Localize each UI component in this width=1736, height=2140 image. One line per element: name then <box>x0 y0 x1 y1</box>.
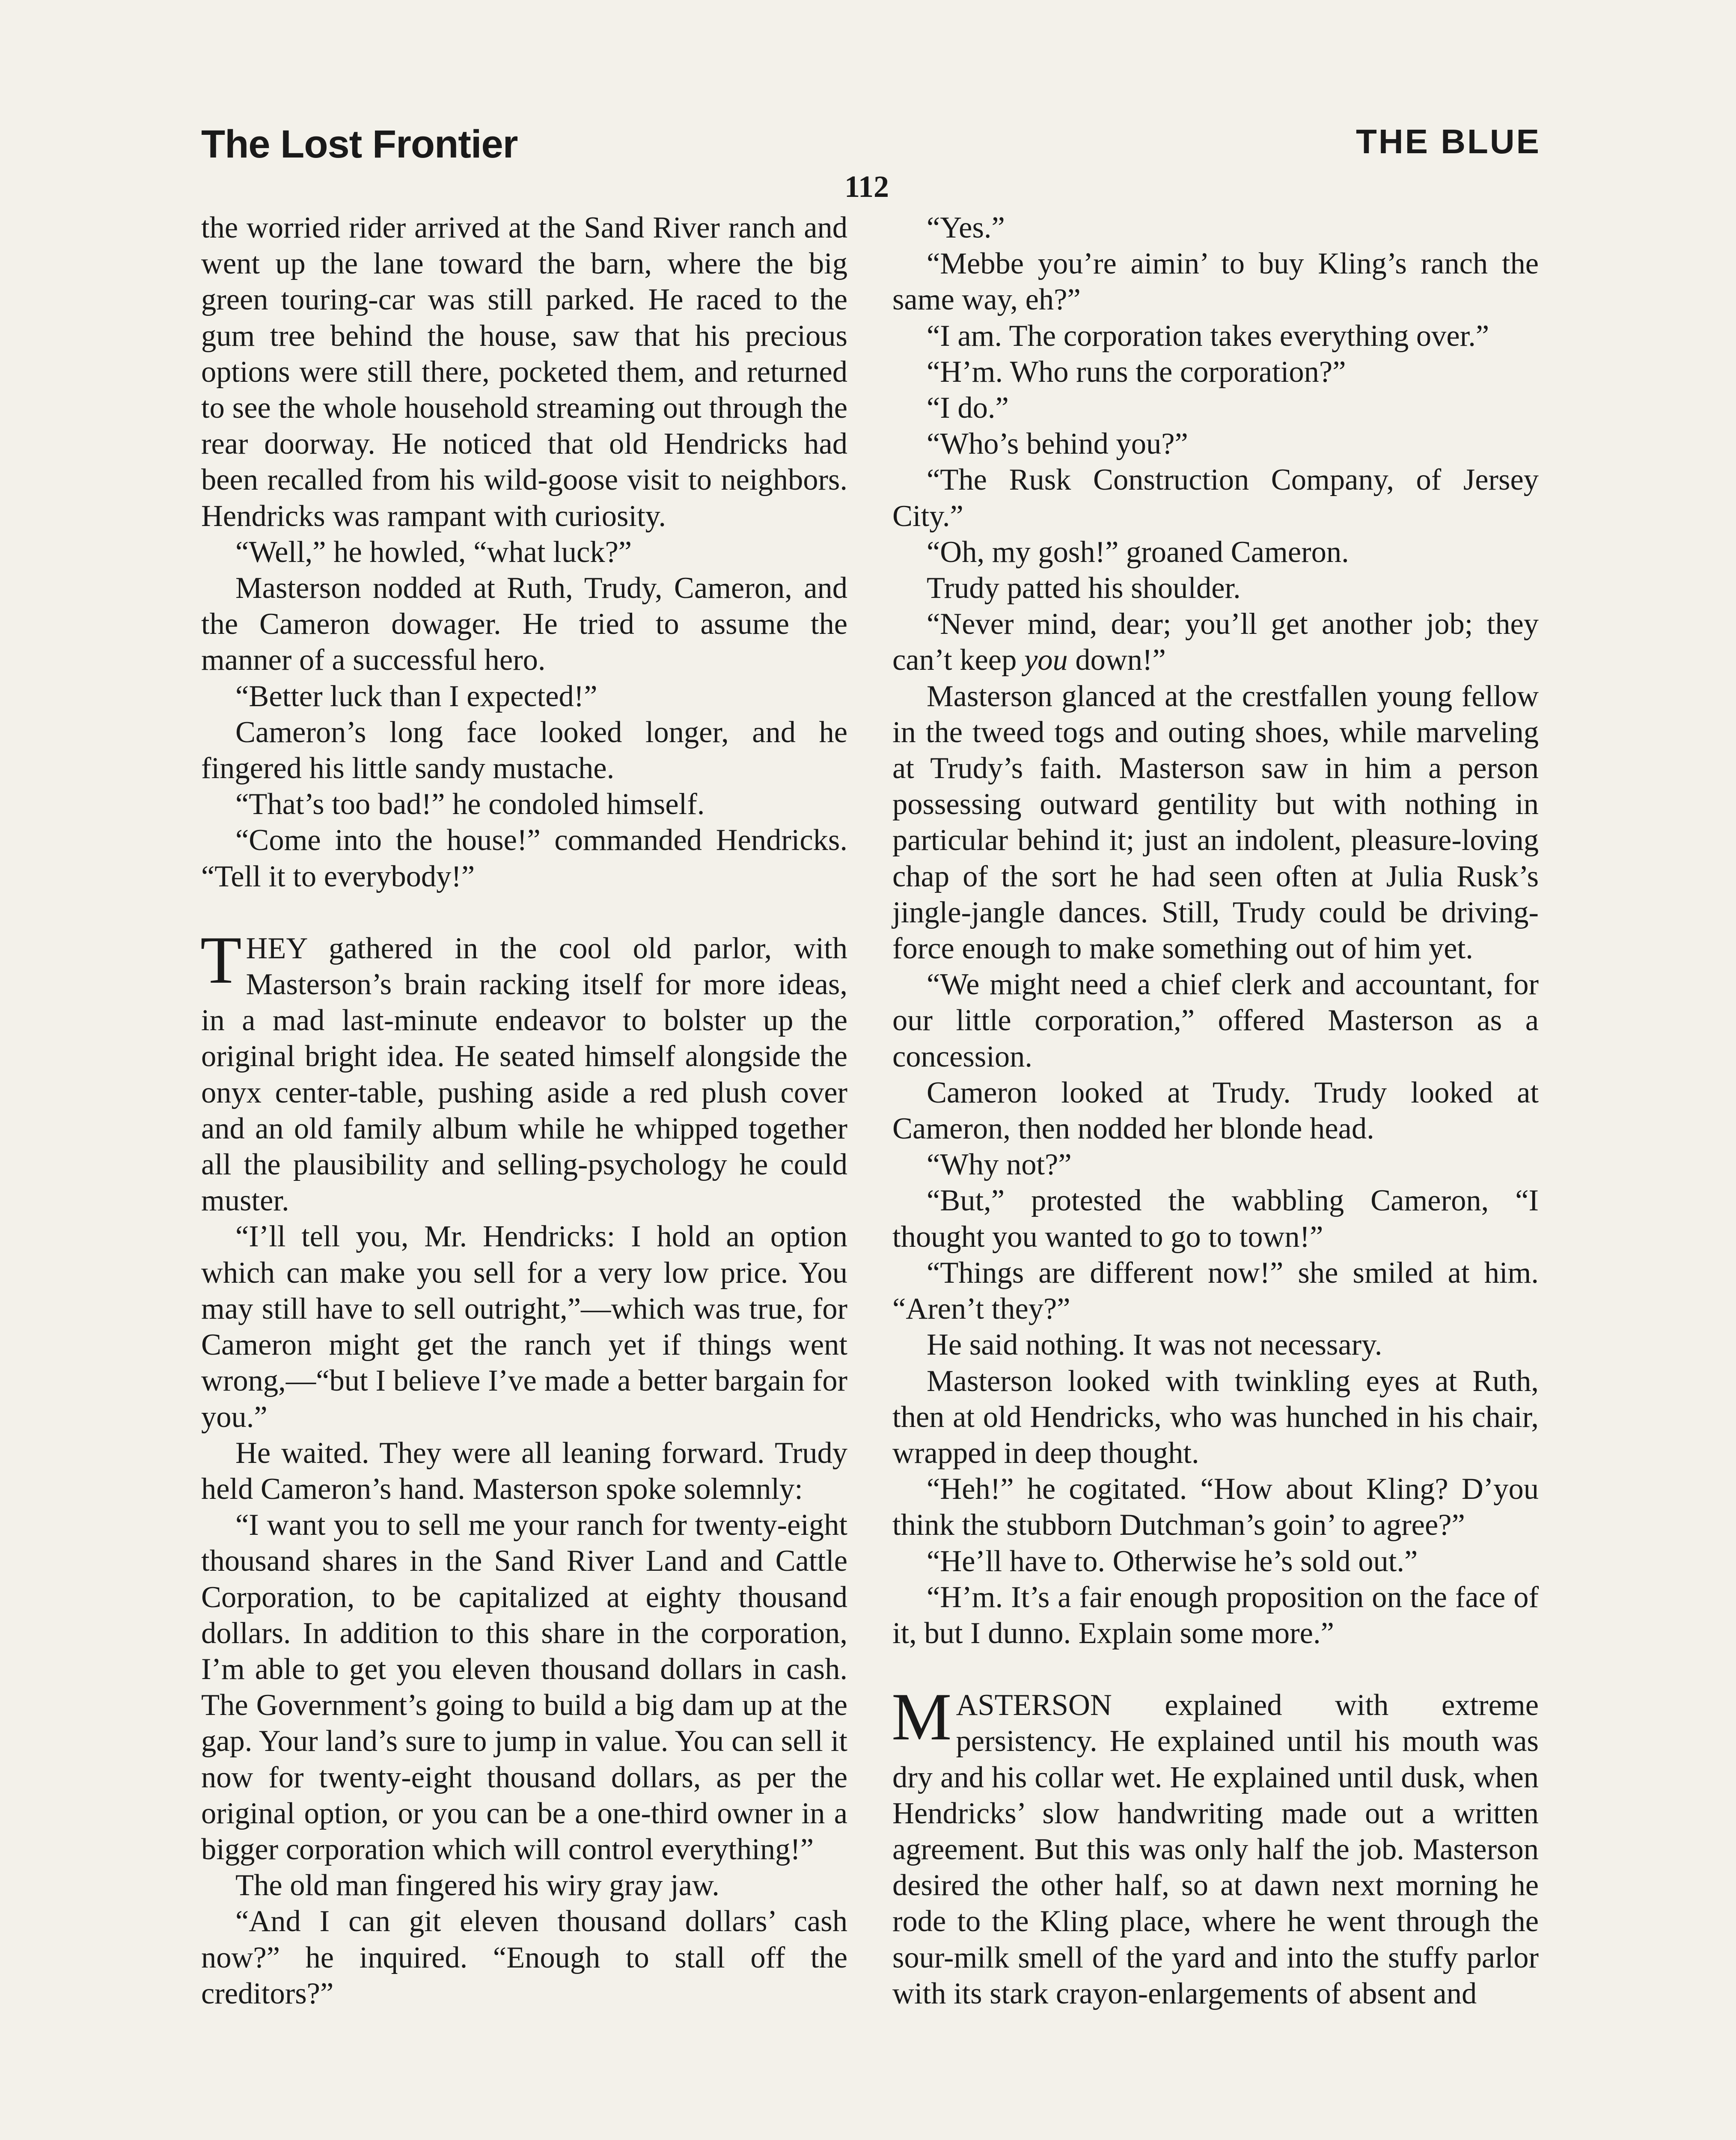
paragraph: “That’s too bad!” he condoled himself. <box>235 788 705 821</box>
paragraph: “Heh!” he cogitated. “How about Kling? D’you think the stubborn Dutchman’s goin’ to agree?” <box>892 1472 1539 1542</box>
emphasis: you <box>1024 643 1068 677</box>
paragraph: Masterson glanced at the crestfallen young fellow in the tweed togs and outing shoes, while marveling at Trudy’s faith. Masterson saw in him a person possessing outward gentility but with nothing in particular behind it; just an indolent, pleasure-loving chap of the sort he had seen often at Julia Rusk’s jingle-jangle dances. Still, Trudy could be driving-force enough to make something out of him yet. <box>892 679 1539 966</box>
paragraph <box>892 606 1539 678</box>
drop-cap: M <box>892 1679 952 1755</box>
paragraph: “I do.” <box>927 391 1009 425</box>
paragraph: “Mebbe you’re aimin’ to buy Kling’s ranch the same way, eh?” <box>892 247 1539 317</box>
paragraph: The old man fingered his wiry gray jaw. <box>235 1869 719 1902</box>
right-column <box>892 210 1539 2012</box>
paragraph: “And I can git eleven thousand dollars’ cash now?” he inquired. “Enough to stall off the creditors?” <box>201 1905 847 2010</box>
section-paragraph <box>200 922 847 1219</box>
drop-cap: T <box>200 922 242 998</box>
paragraph: “The Rusk Construction Company, of Jersey City.” <box>892 463 1539 533</box>
section-text: HEY gathered in the cool old parlor, with Masterson’s brain racking itself for more ideas, in a mad last-minute endeavor to bolster up the original bright idea. He seated himself alongside the onyx center-table, pushing aside a red plush cover and an old family album while he whipped together all the plausibility and selling-psychology he could muster. <box>201 931 847 1218</box>
paragraph: “But,” protested the wabbling Cameron, “I thought you wanted to go to town!” <box>892 1184 1539 1254</box>
magazine-name: THE BLUE <box>1356 122 1541 160</box>
paragraph: “Come into the house!” commanded Hendricks. “Tell it to everybody!” <box>201 823 847 893</box>
paragraph: “Well,” he howled, “what luck?” <box>235 535 632 569</box>
paragraph: “Things are different now!” she smiled at him. “Aren’t they?” <box>892 1256 1539 1326</box>
page-number: 112 <box>844 169 889 204</box>
paragraph: Cameron looked at Trudy. Trudy looked at Cameron, then nodded her blonde head. <box>892 1076 1539 1146</box>
paragraph: “We might need a chief clerk and accountant, for our little corporation,” offered Masterson as a concession. <box>892 968 1539 1073</box>
paragraph: “Better luck than I expected!” <box>235 679 597 713</box>
paragraph: “Yes.” <box>927 211 1005 244</box>
paragraph: the worried rider arrived at the Sand River ranch and went up the lane toward the barn, where the big green touring-car was still parked. He raced to the gum tree behind the house, saw that his precious options were still there, pocketed them, and returned to see the whole household streaming out through the rear doorway. He noticed that old Hendricks had been recalled from his wild-goose visit to neighbors. Hendricks was rampant with curiosity. <box>201 211 847 533</box>
paragraph: Masterson nodded at Ruth, Trudy, Cameron, and the Cameron dowager. He tried to assume the manner of a successful hero. <box>201 571 847 677</box>
section-paragraph <box>892 1679 1539 2012</box>
paragraph: Masterson looked with twinkling eyes at Ruth, then at old Hendricks, who was hunched in his chair, wrapped in deep thought. <box>892 1364 1539 1470</box>
paragraph: “I want you to sell me your ranch for twenty-eight thousand shares in the Sand River Land and Cattle Corporation, to be capitalized at eighty thousand dollars. In addition to this share in the corporation, I’m able to get you eleven thousand dollars in cash. The Government’s going to build a big dam up at the gap. Your land’s sure to jump in value. You can sell it now for twenty-eight thousand dollars, as per the original option, or you can be a one-third owner in a bigger corporation which will control everything!” <box>201 1508 847 1866</box>
left-column <box>201 210 847 2012</box>
paragraph: “He’ll have to. Otherwise he’s sold out.” <box>927 1544 1418 1578</box>
paragraph: He said nothing. It was not necessary. <box>927 1328 1382 1362</box>
paragraph: “H’m. It’s a fair enough proposition on the face of it, but I dunno. Explain some more.” <box>892 1580 1539 1650</box>
paragraph: He waited. They were all leaning forward. Trudy held Cameron’s hand. Masterson spoke solemnly: <box>201 1436 847 1506</box>
paragraph: “H’m. Who runs the corporation?” <box>927 355 1346 389</box>
paragraph: Trudy patted his shoulder. <box>927 571 1241 605</box>
story-title: The Lost Frontier <box>201 122 518 166</box>
paragraph: “Who’s behind you?” <box>927 427 1188 461</box>
paragraph: “Oh, my gosh!” groaned Cameron. <box>927 535 1349 569</box>
section-text: ASTERSON explained with extreme persistency. He explained until his mouth was dry and his collar wet. He explained until dusk, when Hendricks’ slow handwriting made out a written agreement. But this was only half the job. Masterson desired the other half, so at dawn next morning he rode to the Kling place, where he went through the sour-milk smell of the yard and into the stuffy parlor with its stark crayon-enlargements of absent and <box>892 1688 1539 2010</box>
paragraph: “I’ll tell you, Mr. Hendricks: I hold an option which can make you sell for a very low price. You may still have to sell outright,”—which was true, for Cameron might get the ranch yet if things went wrong,—“but I believe I’ve made a better bargain for you.” <box>201 1220 847 1434</box>
paragraph: Cameron’s long face looked longer, and he fingered his little sandy mustache. <box>201 715 847 785</box>
text-run: “Never mind, dear; you’ll get another job; they can’t keep <box>892 607 1539 677</box>
text-run: down!” <box>1067 643 1166 677</box>
paragraph: “I am. The corporation takes everything over.” <box>927 319 1489 353</box>
paragraph: “Why not?” <box>927 1148 1072 1182</box>
